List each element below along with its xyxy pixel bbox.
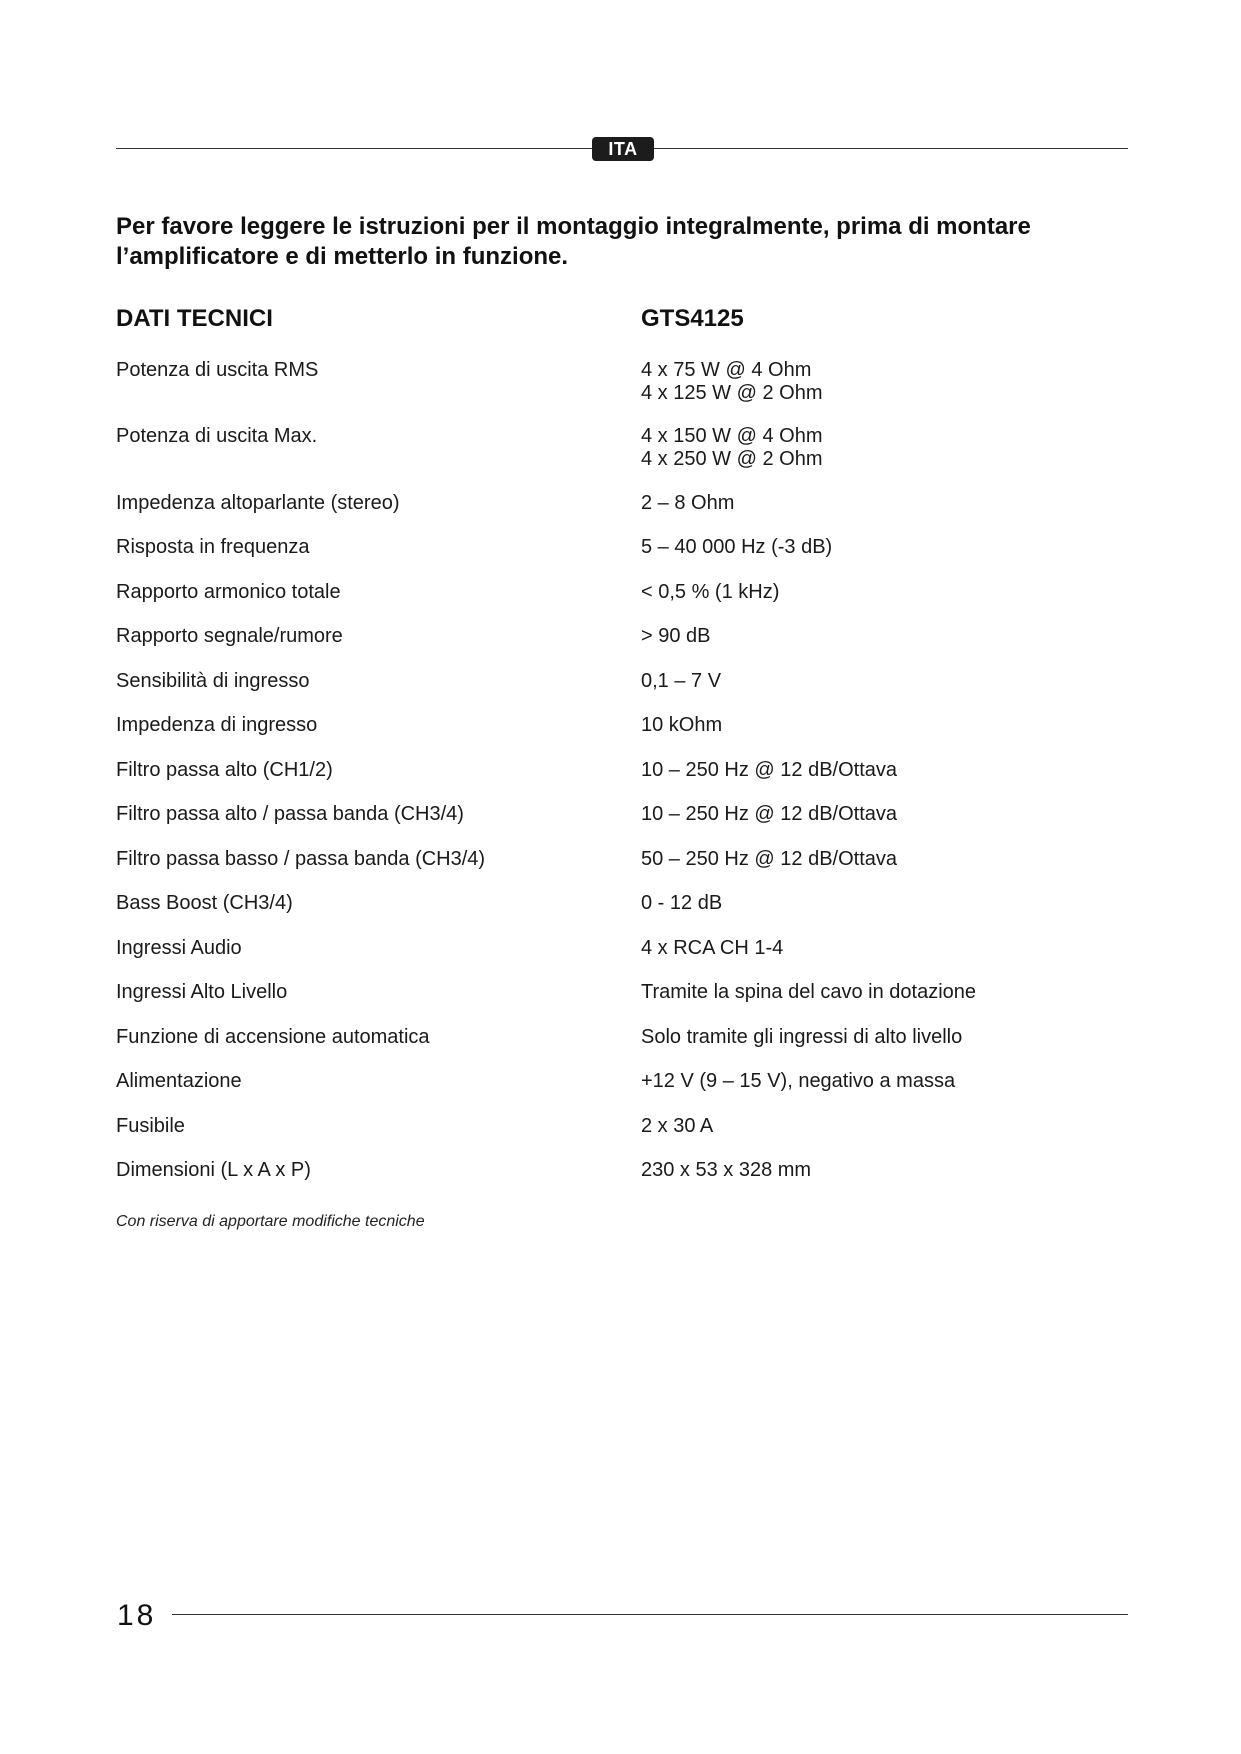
spec-value-line: 4 x 250 W @ 2 Ohm (641, 448, 823, 470)
spec-value-line: Tramite la spina del cavo in dotazione (641, 981, 976, 1003)
spec-label: Fusibile (116, 1115, 185, 1137)
spec-value-line: > 90 dB (641, 625, 711, 647)
spec-label: Rapporto armonico totale (116, 581, 341, 603)
spec-label: Potenza di uscita Max. (116, 425, 318, 447)
spec-value-line: 10 – 250 Hz @ 12 dB/Ottava (641, 759, 898, 781)
spec-value-line: 4 x 125 W @ 2 Ohm (641, 382, 823, 404)
spec-label: Sensibilità di ingresso (116, 670, 310, 692)
spec-value (641, 536, 1121, 559)
spec-label: Rapporto segnale/rumore (116, 625, 343, 647)
footnote: Con riserva di apportare modifiche tecniche (116, 1213, 425, 1230)
spec-label: Filtro passa basso / passa banda (CH3/4) (116, 848, 486, 870)
spec-value (641, 625, 1121, 648)
intro-text (116, 212, 1126, 272)
spec-label: Impedenza di ingresso (116, 714, 318, 736)
page-number: 18 (117, 1599, 157, 1632)
spec-value (641, 492, 1121, 515)
spec-label: Impedenza altoparlante (stereo) (116, 492, 400, 514)
spec-value-line: 4 x RCA CH 1-4 (641, 937, 784, 959)
spec-label: Funzione di accensione automatica (116, 1026, 430, 1048)
language-badge: ITA (592, 137, 654, 161)
spec-value (641, 848, 1121, 871)
spec-value (641, 359, 1121, 405)
spec-label: Risposta in frequenza (116, 536, 310, 558)
spec-label: Filtro passa alto (CH1/2) (116, 759, 333, 781)
spec-value (641, 892, 1121, 915)
spec-value-line: 4 x 75 W @ 4 Ohm (641, 359, 812, 381)
spec-value (641, 981, 1121, 1004)
spec-label: Potenza di uscita RMS (116, 359, 319, 381)
spec-value-line: 0 - 12 dB (641, 892, 723, 914)
spec-value-line: 2 x 30 A (641, 1115, 714, 1137)
spec-label: Filtro passa alto / passa banda (CH3/4) (116, 803, 464, 825)
footer-rule (172, 1614, 1128, 1615)
spec-value-line: 2 – 8 Ohm (641, 492, 735, 514)
spec-value (641, 1159, 1121, 1182)
spec-value (641, 1070, 1121, 1093)
spec-label: Bass Boost (CH3/4) (116, 892, 293, 914)
spec-label: Alimentazione (116, 1070, 242, 1092)
spec-value-line: 50 – 250 Hz @ 12 dB/Ottava (641, 848, 898, 870)
spec-value-line: 10 kOhm (641, 714, 723, 736)
spec-value (641, 425, 1121, 471)
spec-value-line: < 0,5 % (1 kHz) (641, 581, 780, 603)
spec-value (641, 803, 1121, 826)
spec-value (641, 937, 1121, 960)
model-heading: GTS4125 (641, 305, 744, 332)
spec-value-line: 5 – 40 000 Hz (-3 dB) (641, 536, 833, 558)
spec-value (641, 1115, 1121, 1138)
spec-value (641, 581, 1121, 604)
spec-value (641, 1026, 1121, 1049)
spec-value-line: 4 x 150 W @ 4 Ohm (641, 425, 823, 447)
specs-heading: DATI TECNICI (116, 305, 273, 332)
spec-value-line: 10 – 250 Hz @ 12 dB/Ottava (641, 803, 898, 825)
spec-value-line: Solo tramite gli ingressi di alto livello (641, 1026, 963, 1048)
spec-value (641, 670, 1121, 693)
spec-value-line: 0,1 – 7 V (641, 670, 722, 692)
spec-value (641, 714, 1121, 737)
spec-value-line: 230 x 53 x 328 mm (641, 1159, 812, 1181)
spec-label: Ingressi Audio (116, 937, 242, 959)
spec-value (641, 759, 1121, 782)
spec-value-line: +12 V (9 – 15 V), negativo a massa (641, 1070, 956, 1092)
spec-label: Ingressi Alto Livello (116, 981, 288, 1003)
spec-label: Dimensioni (L x A x P) (116, 1159, 311, 1181)
intro-line-1: Per favore leggere le istruzioni per il montaggio integralmente, prima di montare (116, 213, 1031, 240)
intro-line-2: l’amplificatore e di metterlo in funzione. (116, 243, 569, 270)
